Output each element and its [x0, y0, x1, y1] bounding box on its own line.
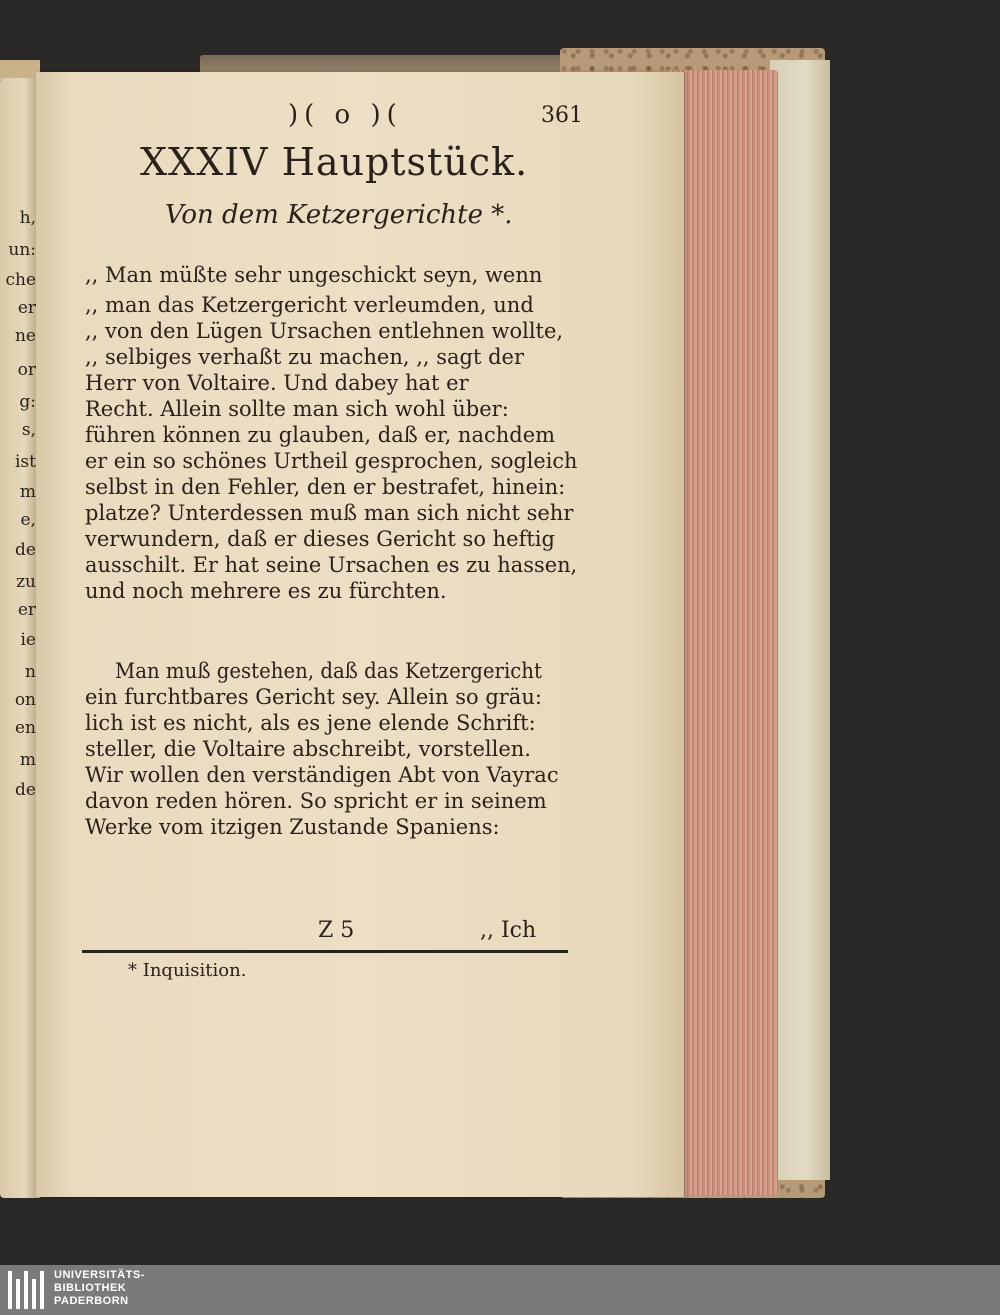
left-fragment: ne	[14, 326, 36, 346]
text-line: Recht. Allein sollte man sich wohl über:	[85, 397, 509, 421]
left-fragment: ist	[15, 452, 36, 472]
left-fragment: che	[5, 270, 36, 290]
text-line: Wir wollen den verständigen Abt von Vayrac	[85, 763, 559, 787]
library-footer-bar	[0, 1265, 1000, 1315]
left-fragment: or	[17, 360, 36, 380]
chapter-title: XXXIV Hauptstück.	[140, 140, 529, 184]
text-line: davon reden hören. So spricht er in seinem	[85, 789, 547, 813]
library-logo-icon	[6, 1271, 46, 1309]
text-line: führen können zu glauben, daß er, nachdem	[85, 423, 556, 447]
left-fragment: h,	[19, 208, 36, 228]
text-line: Herr von Voltaire. Und dabey hat er	[85, 371, 469, 395]
footnote-rule	[82, 950, 568, 953]
left-fragment: m	[19, 750, 36, 770]
text-line: selbst in den Fehler, den er bestrafet, hinein:	[85, 475, 566, 499]
left-fragment: m	[19, 482, 36, 502]
text-line: ,, von den Lügen Ursachen entlehnen wollte,	[85, 319, 564, 343]
text-line: ,, man das Ketzergericht verleumden, und	[85, 293, 534, 317]
left-fragment: de	[15, 780, 36, 800]
catchword: ,, Ich	[480, 918, 537, 943]
paragraph1-line1: ,, Man müßte sehr ungeschickt seyn, wenn	[85, 263, 543, 287]
left-fragment: de	[15, 540, 36, 560]
library-name-line2: BIBLIOTHEK	[54, 1282, 127, 1294]
left-fragment: on	[14, 690, 36, 710]
text-line: Man muß gestehen, daß das Ketzergericht	[115, 659, 542, 683]
library-name-line1: UNIVERSITÄTS-	[54, 1269, 145, 1281]
chapter-subtitle: Von dem Ketzergerichte *.	[165, 200, 513, 230]
left-fragment: un:	[8, 240, 36, 260]
text-line: ,, selbiges verhaßt zu machen, ,, sagt der	[85, 345, 525, 369]
left-fragment: s,	[21, 420, 36, 440]
text-line: platze? Unterdessen muß man sich nicht sehr	[85, 501, 574, 525]
left-fragment: g:	[19, 392, 36, 412]
text-line: lich ist es nicht, als es jene elende Schrift:	[85, 711, 536, 735]
left-fragment: n	[25, 662, 36, 682]
previous-page-sliver	[0, 78, 40, 1198]
book-page	[36, 72, 684, 1197]
left-fragment: er	[17, 600, 36, 620]
footnote: * Inquisition.	[128, 960, 247, 981]
page-block-edges	[668, 70, 778, 1195]
left-fragment: zu	[16, 572, 36, 592]
text-line: er ein so schönes Urtheil gesprochen, sogleich	[85, 449, 578, 473]
left-fragment: e,	[20, 510, 36, 530]
text-line: Werke vom itzigen Zustande Spaniens:	[85, 815, 500, 839]
left-fragment: ie	[20, 630, 36, 650]
left-fragment: en	[14, 718, 36, 738]
left-fragment: er	[17, 298, 36, 318]
running-head: )( o )(	[288, 100, 403, 130]
text-line: ausschilt. Er hat seine Ursachen es zu hassen,	[85, 553, 578, 577]
page-number: 361	[541, 103, 583, 128]
text-line: ein furchtbares Gericht sey. Allein so gräu:	[85, 685, 542, 709]
signature-mark: Z 5	[318, 918, 355, 943]
text-line	[85, 262, 577, 288]
text-line: und noch mehrere es zu fürchten.	[85, 579, 447, 603]
library-name-line3: PADERBORN	[54, 1295, 129, 1307]
vellum-spine-edge	[770, 60, 830, 1180]
text-line: verwundern, daß er dieses Gericht so heftig	[85, 527, 555, 551]
text-line: steller, die Voltaire abschreibt, vorstellen.	[85, 737, 531, 761]
left-page-edge	[0, 60, 40, 80]
